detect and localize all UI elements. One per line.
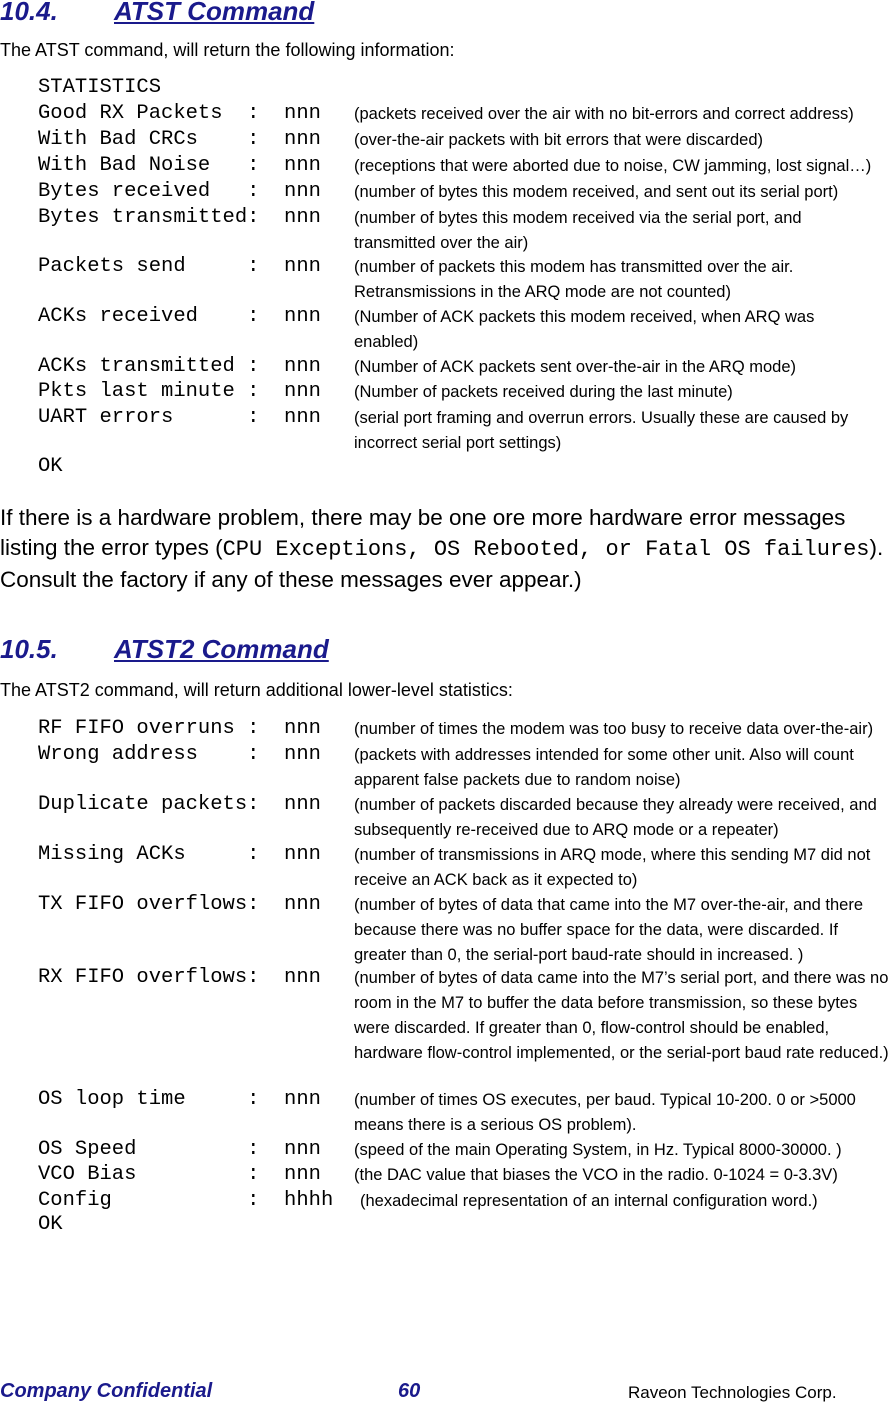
statistics-header: STATISTICS [38,76,162,99]
stat-key: ACKs received : nnn [38,305,321,328]
stat-desc: (number of bytes this modem received via the serial port, and transmitted over the air) [354,209,802,252]
stat-desc: (number of bytes this modem received, and sent out its serial port) [354,183,839,201]
stat-key: Missing ACKs : nnn [38,843,321,866]
stat-desc: (number of times OS executes, per baud. Typical 10-200. 0 or >5000 means there is a serious OS problem). [354,1091,856,1134]
stat-desc: (the DAC value that biases the VCO in the radio. 0-1024 = 0-3.3V) [354,1166,838,1184]
stat-key: UART errors : nnn [38,406,321,429]
stat-desc: (hexadecimal representation of an internal configuration word.) [360,1192,818,1210]
section-number: 10.5. [0,634,58,664]
stat-desc: (packets received over the air with no bit-errors and correct address) [354,105,854,123]
footer-confidential: Company Confidential [0,1380,213,1402]
section-number: 10.4. [0,0,58,26]
stat-key: OS loop time : nnn [38,1088,321,1111]
stat-key: TX FIFO overflows: nnn [38,893,321,916]
stat-key: Bytes transmitted: nnn [38,206,321,229]
stat-key: RX FIFO overflows: nnn [38,966,321,989]
stat-desc: (number of bytes of data came into the M7’s serial port, and there was no room in the M7 to buffer the data before transmission, so these bytes were discarded. If greater than 0, flow-control should be enabled, hardware flow-control implemented, or the serial-port baud rate reduced.) [354,969,889,1062]
stat-key: Config : hhhh [38,1189,334,1212]
stat-desc: (receptions that were aborted due to noise, CW jamming, lost signal…) [354,157,872,175]
stat-key: Wrong address : nnn [38,743,321,766]
footer-company: Raveon Technologies Corp. [628,1383,837,1402]
stat-key: With Bad Noise : nnn [38,154,321,177]
stat-desc: (packets with addresses intended for some other unit. Also will count apparent false packets due to random noise) [354,746,854,789]
section-title: ATST Command [114,0,315,26]
stat-key: OS Speed : nnn [38,1138,321,1161]
paragraph-code: CPU Exceptions, OS Rebooted, or Fatal OS failures [222,537,870,562]
stat-desc: (Number of ACK packets this modem received, when ARQ was enabled) [354,308,815,351]
stat-desc: (Number of packets received during the last minute) [354,383,733,401]
hardware-error-paragraph [0,503,890,595]
section-intro: The ATST2 command, will return additional lower-level statistics: [0,680,513,700]
stat-key: Duplicate packets: nnn [38,793,321,816]
paragraph-text: If there is a hardware problem, there may be one ore more hardware error messages listing the error types ( [0,505,846,560]
stat-key: ACKs transmitted : nnn [38,355,321,378]
section-title: ATST2 Command [114,634,329,664]
ok-response: OK [38,1213,63,1236]
stat-key: Pkts last minute : nnn [38,380,321,403]
stat-desc: (over-the-air packets with bit errors that were discarded) [354,131,763,149]
section-intro: The ATST command, will return the following information: [0,40,455,60]
stat-key: Good RX Packets : nnn [38,102,321,125]
section-heading-10-5 [0,634,329,665]
footer-page-number: 60 [398,1380,421,1402]
stat-key: Packets send : nnn [38,255,321,278]
stat-desc: (number of bytes of data that came into the M7 over-the-air, and there because there was no buffer space for the data, were discarded. If greater than 0, the serial-port baud-rate should in increased. ) [354,896,864,964]
stat-desc: (number of packets discarded because they already were received, and subsequently re-received due to ARQ mode or a repeater) [354,796,877,839]
ok-response: OK [38,455,63,478]
stat-key: With Bad CRCs : nnn [38,128,321,151]
stat-desc: (serial port framing and overrun errors. Usually these are caused by incorrect serial port settings) [354,409,849,452]
paragraph-text: ). Consult the factory if any of these messages ever appear.) [0,535,884,592]
section-heading-10-4 [0,0,314,27]
stat-desc: (speed of the main Operating System, in Hz. Typical 8000-30000. ) [354,1141,842,1159]
stat-key: RF FIFO overruns : nnn [38,717,321,740]
stat-key: Bytes received : nnn [38,180,321,203]
stat-desc: (number of times the modem was too busy to receive data over-the-air) [354,720,874,738]
stat-key: VCO Bias : nnn [38,1163,321,1186]
stat-desc: (number of transmissions in ARQ mode, where this sending M7 did not receive an ACK back as it expected to) [354,846,871,889]
stat-desc: (number of packets this modem has transmitted over the air. Retransmissions in the ARQ mode are not counted) [354,258,794,301]
stat-desc: (Number of ACK packets sent over-the-air in the ARQ mode) [354,358,797,376]
